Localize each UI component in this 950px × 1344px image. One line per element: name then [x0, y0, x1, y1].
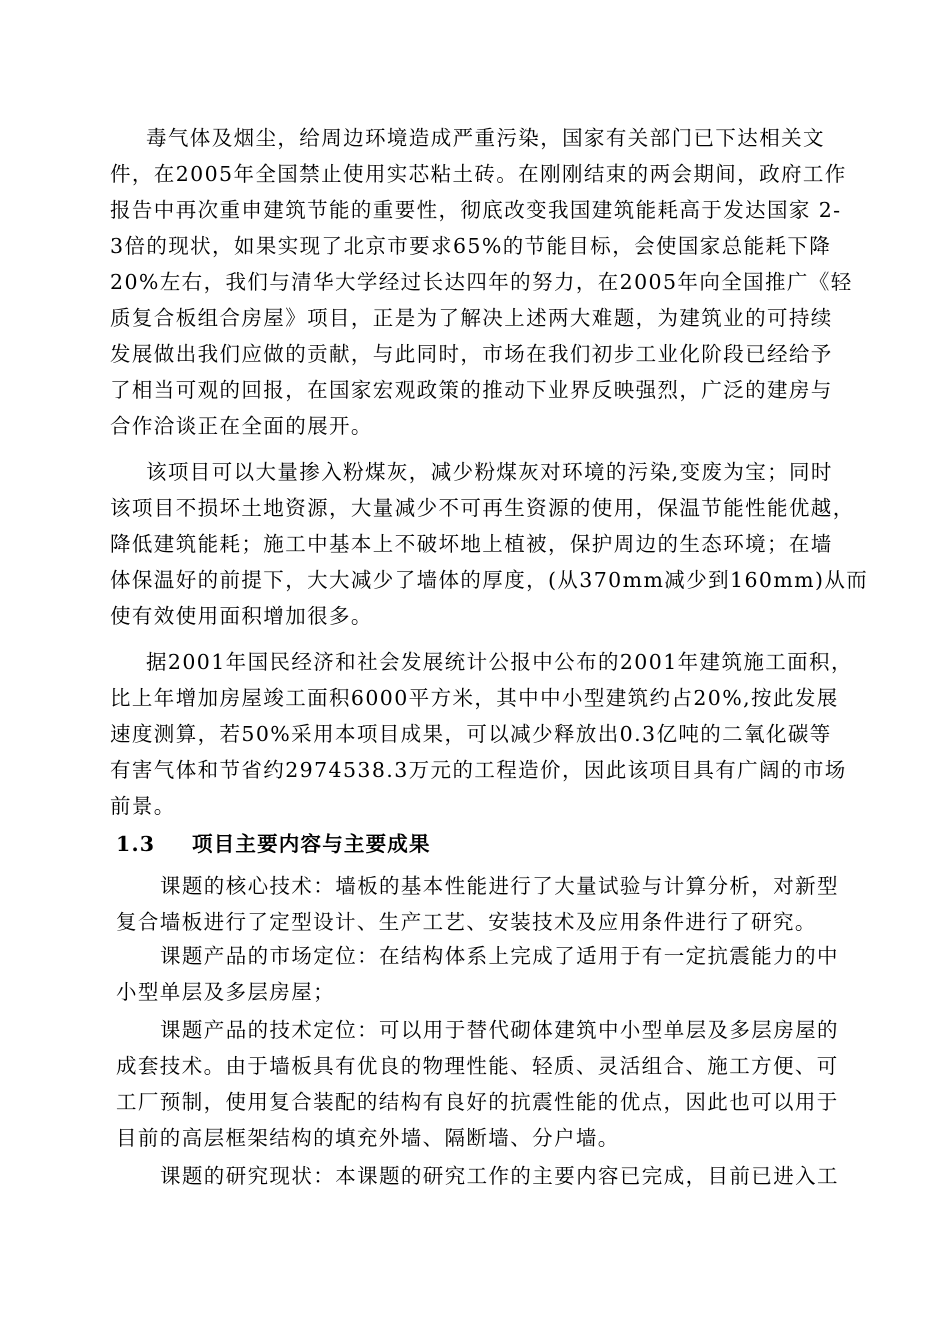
text-line: 报告中再次重申建筑节能的重要性，彻底改变我国建筑能耗高于发达国家 2- — [110, 198, 842, 222]
text-line: 有害气体和节省约2974538.3万元的工程造价，因此该项目具有广阔的市场 — [110, 758, 847, 782]
text-line: 小型单层及多层房屋； — [116, 980, 335, 1004]
text-line: 成套技术。由于墙板具有优良的物理性能、轻质、灵活组合、施工方便、可 — [116, 1054, 839, 1078]
text-line: 体保温好的前提下，大大减少了墙体的厚度，(从370mm减少到160mm)从而 — [110, 568, 869, 592]
section-title: 项目主要内容与主要成果 — [192, 832, 431, 856]
text-line: 了相当可观的回报，在国家宏观政策的推动下业界反映强烈，广泛的建房与 — [110, 378, 833, 402]
text-line: 速度测算，若50%采用本项目成果，可以减少释放出0.3亿吨的二氧化碳等 — [110, 722, 832, 746]
text-line: 使有效使用面积增加很多。 — [110, 604, 373, 628]
text-line: 课题的核心技术：墙板的基本性能进行了大量试验与计算分析，对新型 — [160, 874, 839, 898]
text-line: 降低建筑能耗；施工中基本上不破坏地上植被，保护周边的生态环境；在墙 — [110, 532, 833, 556]
text-line: 发展做出我们应做的贡献，与此同时，市场在我们初步工业化阶段已经给予 — [110, 342, 833, 366]
text-line: 课题产品的技术定位：可以用于替代砌体建筑中小型单层及多层房屋的 — [160, 1018, 839, 1042]
text-line: 工厂预制，使用复合装配的结构有良好的抗震性能的优点，因此也可以用于 — [116, 1090, 839, 1114]
text-line: 20%左右，我们与清华大学经过长达四年的努力，在2005年向全国推广《轻 — [110, 270, 853, 294]
text-line: 复合墙板进行了定型设计、生产工艺、安装技术及应用条件进行了研究。 — [116, 910, 817, 934]
text-line: 合作洽谈正在全面的展开。 — [110, 414, 373, 438]
text-line: 件，在2005年全国禁止使用实芯粘土砖。在刚刚结束的两会期间，政府工作 — [110, 162, 847, 186]
text-line: 课题产品的市场定位：在结构体系上完成了适用于有一定抗震能力的中 — [160, 944, 839, 968]
text-line: 比上年增加房屋竣工面积6000平方米，其中中小型建筑约占20%,按此发展 — [110, 686, 839, 710]
text-line: 课题的研究现状：本课题的研究工作的主要内容已完成，目前已进入工 — [160, 1164, 839, 1188]
text-line: 该项目不损坏土地资源，大量减少不可再生资源的使用，保温节能性能优越， — [110, 496, 855, 520]
text-line: 毒气体及烟尘，给周边环境造成严重污染，国家有关部门已下达相关文 — [146, 126, 825, 150]
text-line: 质复合板组合房屋》项目，正是为了解决上述两大难题，为建筑业的可持续 — [110, 306, 833, 330]
text-line: 前景。 — [110, 794, 176, 818]
text-line: 3倍的现状，如果实现了北京市要求65%的节能目标，会使国家总能耗下降 — [110, 234, 832, 258]
text-line: 目前的高层框架结构的填充外墙、隔断墙、分户墙。 — [116, 1126, 620, 1150]
section-number: 1.3 — [116, 832, 156, 856]
text-line: 该项目可以大量掺入粉煤灰，减少粉煤灰对环境的污染,变废为宝；同时 — [146, 460, 833, 484]
text-line: 据2001年国民经济和社会发展统计公报中公布的2001年建筑施工面积， — [146, 650, 853, 674]
